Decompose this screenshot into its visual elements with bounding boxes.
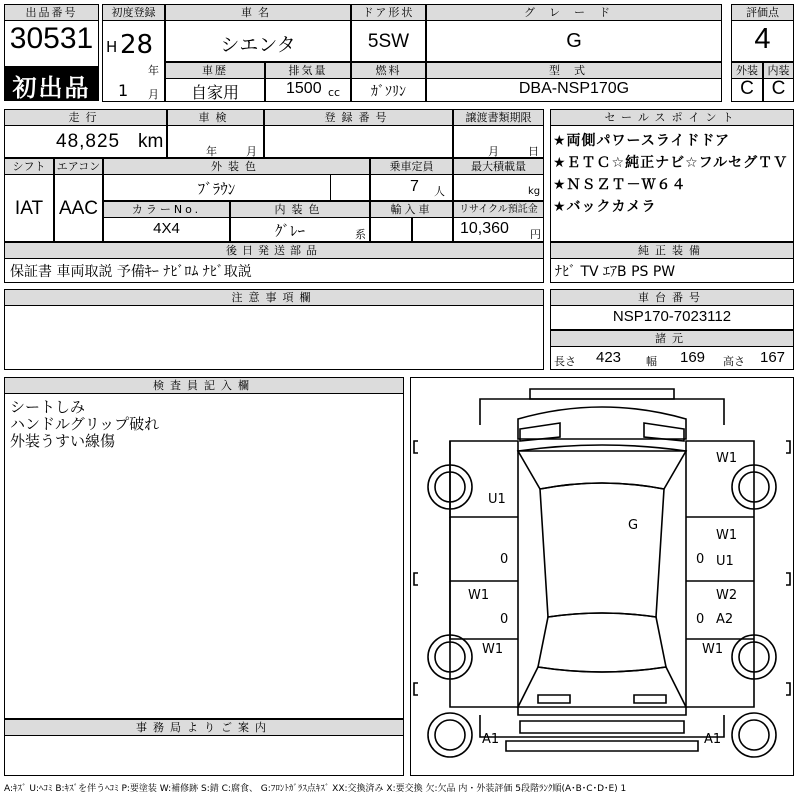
first-listing-text: 初出品 — [12, 74, 91, 102]
door-label: ドア形状 — [351, 4, 426, 21]
int-grade-label: 内装 — [763, 62, 794, 79]
ext-color-label: 外装色 — [103, 158, 370, 175]
mileage: 48,825 — [56, 131, 121, 152]
reg-month: 1 — [118, 81, 129, 100]
score: 4 — [754, 23, 771, 55]
diagram-mark: U1 — [488, 492, 506, 507]
mileage-label: 走行 — [4, 109, 167, 126]
import-box-2 — [412, 217, 453, 242]
mileage-unit: km — [138, 131, 164, 152]
height: 167 — [760, 349, 786, 366]
chassis-number: NSP170-7023112 — [612, 308, 732, 325]
diagram-mark: U1 — [716, 554, 734, 569]
int-color-unit: 系 — [355, 228, 366, 241]
recycle-unit: 円 — [530, 228, 541, 241]
height-label: 高さ — [723, 355, 745, 368]
color-no: 4X4 — [153, 220, 180, 237]
transfer-label: 譲渡書類期限 — [453, 109, 544, 126]
first-reg-label: 初度登録 — [102, 4, 165, 21]
later-parts: 保証書 車両取説 予備ｷｰ ﾅﾋﾞﾛﾑ ﾅﾋﾞ取説 — [10, 264, 252, 280]
int-color-label: 内装色 — [230, 201, 370, 218]
sales-point-item: ★ＥＴＣ☆純正ナビ☆フルセグＴＶ — [553, 155, 789, 171]
footer-legend: A:ｷｽﾞ U:ﾍｺﾐ B:ｷｽﾞを伴うﾍｺﾐ P:要塗装 W:補修跡 S:錆 C:腐食、 G:ﾌﾛﾝﾄｶﾞﾗｽ点ｷｽﾞ XX:交換済み X:要交換 欠:欠品 内・外装評価 5段階ﾗﾝｸ順(A･B･C･D･E) 1 — [4, 784, 627, 794]
ac: AAC — [58, 198, 99, 219]
diagram-mark: W1 — [482, 642, 504, 657]
lot-number-label: 出品番号 — [4, 4, 99, 21]
reg-year-unit: 年 — [148, 64, 159, 77]
sales-point-item: ★両側パワースライドドア — [553, 133, 731, 149]
recycle: 10,360 — [460, 220, 509, 237]
history: 自家用 — [190, 83, 239, 102]
diagram-mark: 0 — [696, 612, 705, 627]
chassis-label: 車台番号 — [550, 289, 794, 306]
recycle-label: リサイクル預託金 — [453, 201, 544, 218]
ext-color-swatch-cell — [330, 174, 370, 201]
capacity-label: 乗車定員 — [370, 158, 453, 175]
ext-grade: C — [740, 78, 754, 99]
ext-grade-label: 外装 — [731, 62, 763, 79]
sales-points-label: セールスポイント — [550, 109, 794, 126]
reg-no-box — [264, 125, 453, 158]
model-label: 型式 — [426, 62, 722, 79]
diagram-mark: W1 — [716, 528, 738, 543]
diagram-mark: A1 — [704, 732, 722, 747]
inspection-label: 車検 — [167, 109, 264, 126]
diagram-mark: G — [628, 518, 639, 533]
diagram-mark: 0 — [500, 612, 509, 627]
length: 423 — [596, 349, 622, 366]
car-name-label: 車名 — [165, 4, 351, 21]
insp-month-unit: 月 — [246, 145, 257, 158]
diagram-mark: 0 — [500, 552, 509, 567]
diagram-mark: W2 — [716, 588, 738, 603]
sales-point-item: ★バックカメラ — [553, 199, 657, 215]
diagram-mark: W1 — [702, 642, 724, 657]
displacement: 1500 — [286, 80, 322, 97]
notes-label: 注意事項欄 — [4, 289, 544, 306]
office-box — [4, 735, 404, 776]
dims-label: 諸元 — [550, 330, 794, 347]
office-label: 事務局よりご案内 — [4, 719, 404, 736]
max-load-label: 最大積載量 — [453, 158, 544, 175]
capacity: 7 — [410, 178, 419, 195]
car-diagram — [410, 377, 794, 776]
transfer-day-unit: 日 — [528, 145, 539, 158]
import-label: 輸入車 — [370, 201, 453, 218]
car-name: シエンタ — [220, 34, 296, 56]
displacement-label: 排気量 — [265, 62, 351, 79]
diagram-mark: A1 — [482, 732, 500, 747]
diagram-mark: 0 — [696, 552, 705, 567]
inspector-note: シートしみ — [10, 398, 86, 416]
int-color: ｸﾞﾚｰ — [274, 222, 305, 240]
inspector-label: 検査員記入欄 — [4, 377, 404, 394]
diagram-mark: W1 — [468, 588, 490, 603]
width: 169 — [680, 349, 706, 366]
capacity-unit: 人 — [434, 185, 445, 198]
lot-number: 30531 — [9, 22, 94, 55]
later-parts-label: 後日発送部品 — [4, 242, 544, 259]
era: H — [106, 38, 118, 56]
reg-year: 28 — [120, 30, 154, 60]
score-label: 評価点 — [731, 4, 794, 21]
shift-label: シフト — [4, 158, 54, 175]
inspector-note: 外装うすい線傷 — [10, 432, 116, 450]
grade-label: グレード — [426, 4, 722, 21]
door-type: 5SW — [367, 31, 410, 52]
reg-month-unit: 月 — [148, 88, 159, 101]
history-label: 車歴 — [165, 62, 265, 79]
shift: IAT — [14, 198, 44, 219]
model: DBA-NSP170G — [518, 80, 630, 97]
max-load-unit: kg — [528, 186, 541, 197]
inspector-note: ハンドルグリップ破れ — [10, 415, 160, 433]
notes-box — [4, 305, 544, 370]
import-box — [370, 217, 412, 242]
diagram-mark: W1 — [716, 451, 738, 466]
color-no-label: カラーNo. — [103, 201, 230, 218]
sales-point-item: ★ＮＳＺＴ－Ｗ６４ — [553, 177, 687, 193]
genuine-label: 純正装備 — [550, 242, 794, 259]
dims-box — [550, 346, 794, 370]
diagram-mark: A2 — [716, 612, 734, 627]
insp-year-unit: 年 — [206, 145, 217, 158]
reg-no-label: 登録番号 — [264, 109, 453, 126]
grade: G — [566, 30, 582, 52]
width-label: 幅 — [646, 355, 657, 368]
fuel-label: 燃料 — [351, 62, 426, 79]
ext-color: ﾌﾞﾗｳﾝ — [197, 180, 236, 198]
genuine-equipment: ﾅﾋﾞ TV ｴｱB PS PW — [555, 264, 676, 280]
displacement-unit: cc — [328, 86, 341, 99]
transfer-month-unit: 月 — [488, 145, 499, 158]
int-grade: C — [771, 78, 786, 99]
fuel: ｶﾞｿﾘﾝ — [371, 84, 406, 100]
length-label: 長さ — [554, 355, 576, 368]
ac-label: エアコン — [54, 158, 103, 175]
